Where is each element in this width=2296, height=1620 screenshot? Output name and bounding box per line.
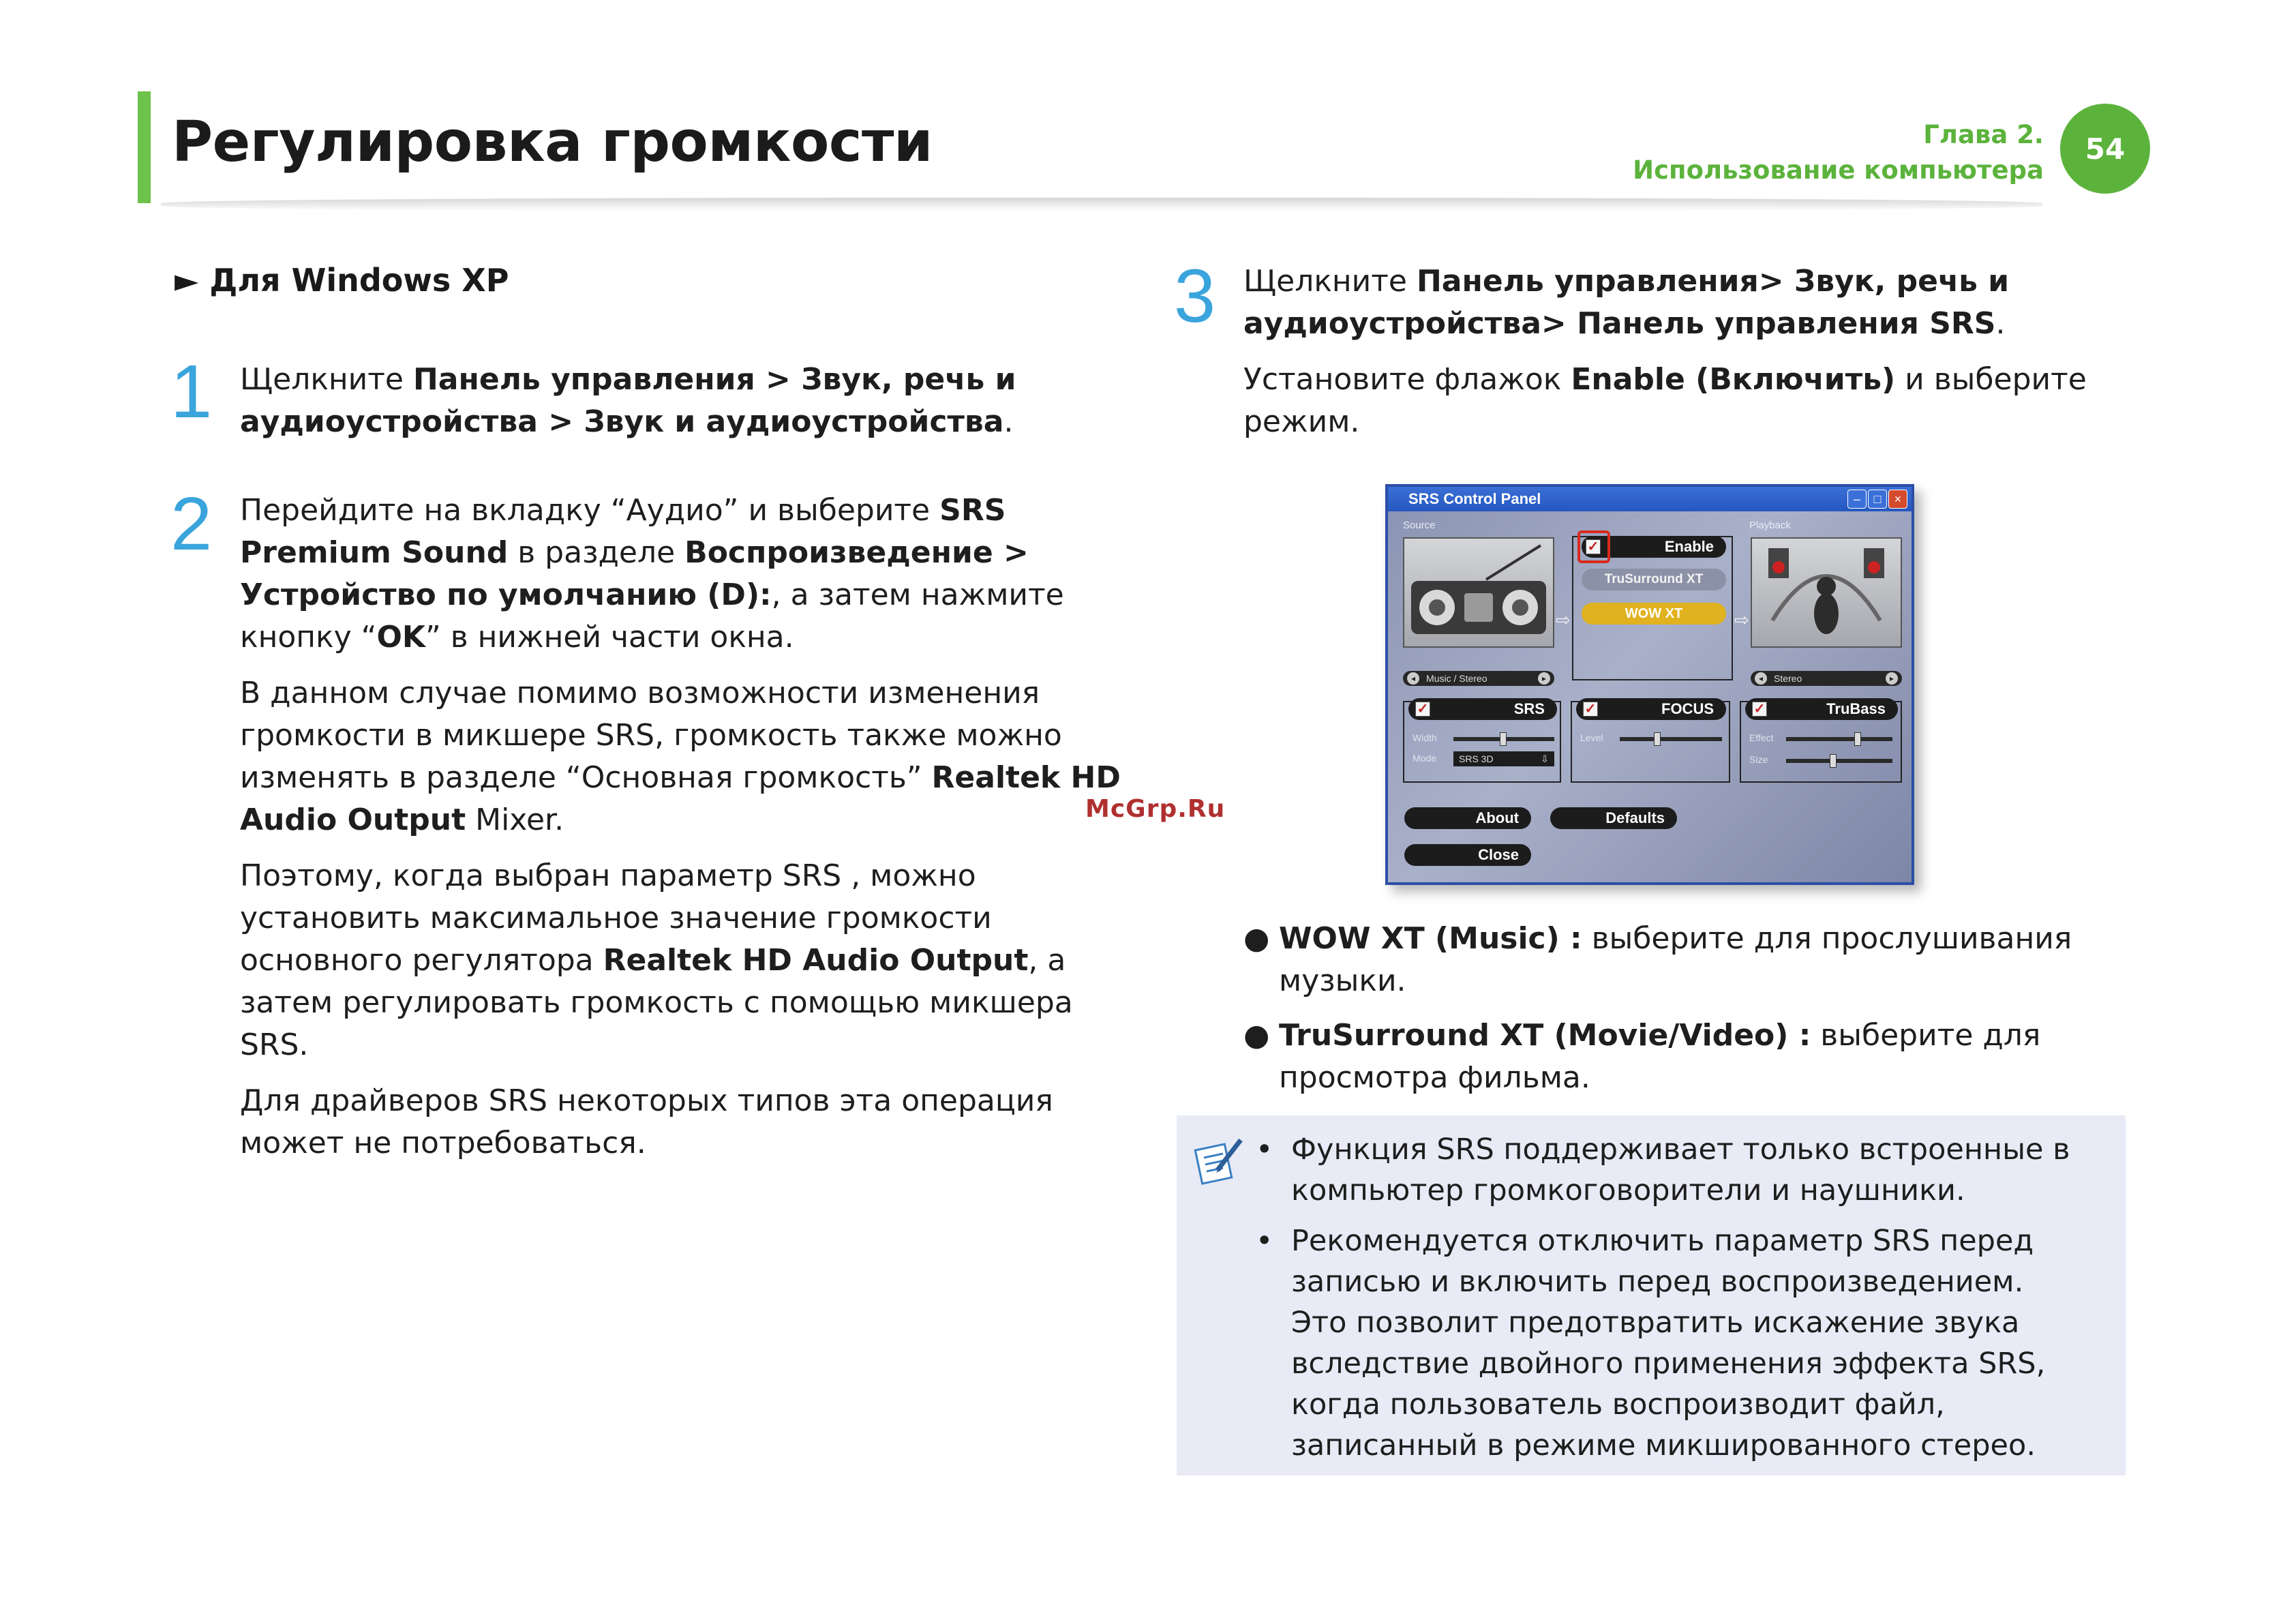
minimize-icon[interactable]: –	[1847, 490, 1867, 509]
chapter-title: Использование компьютера	[1633, 155, 2044, 185]
bullet-desc: выберите для просмотра фильма.	[1279, 1018, 2041, 1095]
step-1-text	[240, 359, 1133, 443]
srs-checkbox[interactable]: ✓	[1415, 702, 1430, 717]
effect-label: Effect	[1749, 732, 1774, 743]
step-2-text	[240, 490, 1133, 1165]
list-item	[1243, 918, 2130, 1002]
bullet-icon: ●	[1243, 921, 1270, 956]
level-slider[interactable]	[1620, 737, 1722, 741]
mode-label: Mode	[1413, 753, 1437, 764]
note-pencil-icon	[1193, 1132, 1248, 1186]
step-2-note: Для драйверов SRS некоторых типов эта операция может не потребоваться.	[240, 1083, 1053, 1160]
level-label: Level	[1580, 732, 1603, 743]
focus-checkbox[interactable]: ✓	[1583, 702, 1598, 717]
bullet-term: WOW XT (Music) :	[1279, 921, 1582, 956]
text-run: ” в нижней части окна.	[425, 620, 794, 655]
note-text-2: Рекомендуется отключить параметр SRS перед записью и включить перед воспроизведением.	[1291, 1224, 2034, 1299]
mode-bullets	[1243, 918, 2130, 1099]
text-run: , а затем нажмите кнопку “	[240, 578, 1064, 655]
srs-effect-toggle[interactable]: SRS	[1408, 698, 1557, 720]
title-accent-bar	[138, 91, 151, 203]
note-text-1: Функция SRS поддерживает только встроенные в компьютер громкоговорители и наушники.	[1291, 1132, 2070, 1208]
prev-arrow-icon[interactable]: ◂	[1755, 672, 1767, 685]
text-run: В данном случае помимо возможности изменения громкости в микшере SRS, громкость также можно изменять в разделе “Основная громкость”	[240, 676, 1062, 795]
width-slider[interactable]	[1453, 737, 1554, 741]
section-heading: ► Для Windows XP	[175, 262, 509, 299]
boombox-image	[1403, 537, 1554, 648]
defaults-button[interactable]: Defaults	[1550, 807, 1677, 829]
list-item	[1256, 1220, 2108, 1466]
close-icon[interactable]: ×	[1888, 490, 1907, 509]
dropdown-arrow-icon: ⇩	[1541, 753, 1549, 764]
srs-control-panel-screenshot	[1385, 484, 1914, 885]
prev-arrow-icon[interactable]: ◂	[1407, 672, 1419, 685]
option-name: Realtek HD Audio Output	[603, 943, 1029, 978]
bullet-desc: выберите для прослушивания музыки.	[1279, 921, 2072, 998]
close-button[interactable]: Close	[1404, 844, 1531, 866]
trubass-effect-toggle[interactable]: TruBass	[1745, 698, 1898, 720]
mode-select[interactable]	[1453, 751, 1554, 766]
slider-thumb[interactable]	[1830, 754, 1837, 768]
bullet-icon: ●	[1243, 1018, 1270, 1053]
text-run: Установите флажок	[1243, 362, 1571, 397]
option-name: Enable (Включить)	[1571, 362, 1896, 397]
enable-checkbox[interactable]: ✓	[1586, 539, 1601, 554]
source-select[interactable]	[1403, 671, 1554, 686]
enable-toggle[interactable]: Enable	[1582, 536, 1726, 558]
playback-select-value: Stereo	[1774, 673, 1802, 684]
width-label: Width	[1413, 732, 1437, 743]
text-run: .	[1995, 306, 2006, 341]
text-run: в разделе	[508, 535, 685, 570]
chapter-number: Глава 2.	[1923, 120, 2044, 149]
trusurround-mode-button[interactable]: TruSurround XT	[1582, 569, 1726, 590]
menu-path: Панель управления> Звук, речь и аудиоустройства> Панель управления SRS	[1243, 264, 2010, 341]
trubass-checkbox[interactable]: ✓	[1752, 702, 1767, 717]
option-name: Realtek HD Audio Output	[240, 760, 1121, 837]
page-number: 54	[2060, 104, 2150, 194]
header-divider	[161, 198, 2042, 211]
size-slider[interactable]	[1786, 759, 1892, 763]
chapter-label	[1633, 117, 2044, 188]
slider-thumb[interactable]	[1854, 732, 1861, 746]
speakers-image	[1751, 537, 1902, 648]
list-item	[1243, 1015, 2130, 1099]
arrow-right-icon: ⇨	[1556, 610, 1571, 630]
effect-slider[interactable]	[1786, 737, 1892, 741]
text-run: Щелкните	[240, 362, 413, 397]
text-run: Mixer.	[466, 802, 564, 837]
button-name: OK	[376, 620, 425, 655]
bullet-icon: •	[1256, 1224, 1273, 1258]
slider-thumb[interactable]	[1654, 732, 1661, 746]
mode-select-value: SRS 3D	[1459, 753, 1494, 764]
playback-label: Playback	[1749, 520, 1791, 531]
speakers-icon	[1752, 539, 1901, 646]
slider-thumb[interactable]	[1500, 732, 1507, 746]
focus-effect-toggle[interactable]: FOCUS	[1576, 698, 1726, 720]
option-name: SRS Premium Sound	[240, 493, 1006, 570]
arrow-right-icon: ⇨	[1734, 610, 1749, 630]
note-text-2b: Это позволит предотвратить искажение звука вследствие двойного применения эффекта SRS, когда пользователь воспроизводит файл, записанный в режиме микшированного стерео.	[1291, 1306, 2046, 1462]
text-run: , а затем регулировать громкость с помощью микшера SRS.	[240, 943, 1073, 1062]
source-label: Source	[1403, 520, 1436, 531]
playback-select[interactable]	[1751, 671, 1902, 686]
text-run: Поэтому, когда выбран параметр SRS , можно установить максимальное значение громкости основного регулятора	[240, 858, 992, 978]
note-list	[1256, 1129, 2108, 1475]
menu-path: Панель управления > Звук, речь и аудиоустройства > Звук и аудиоустройства	[240, 362, 1016, 439]
text-run: Перейдите на вкладку “Аудио” и выберите	[240, 493, 940, 528]
srs-titlebar: SRS Control Panel	[1388, 487, 1912, 511]
size-label: Size	[1749, 754, 1768, 765]
step-number-1: 1	[170, 350, 213, 434]
text-run: Щелкните	[1243, 264, 1417, 299]
bullet-term: TruSurround XT (Movie/Video) :	[1279, 1018, 1811, 1053]
step-number-2: 2	[170, 482, 213, 566]
text-run: и выберите режим.	[1243, 362, 2087, 439]
source-select-value: Music / Stereo	[1426, 673, 1487, 684]
next-arrow-icon[interactable]: ▸	[1538, 672, 1550, 685]
page-title: Регулировка громкости	[172, 110, 933, 175]
wowxt-mode-button[interactable]: WOW XT	[1582, 603, 1726, 625]
step-3-text	[1243, 260, 2150, 443]
maximize-icon[interactable]: □	[1868, 490, 1887, 509]
about-button[interactable]: About	[1404, 807, 1531, 829]
bullet-icon: •	[1256, 1132, 1273, 1167]
text-run: .	[1003, 404, 1014, 439]
menu-path: Воспроизведение > Устройство по умолчанию (D):	[240, 535, 1029, 612]
watermark: McGrp.Ru	[1085, 795, 1226, 823]
step-number-3: 3	[1174, 254, 1216, 338]
boombox-icon	[1404, 539, 1553, 646]
list-item	[1256, 1129, 2108, 1211]
next-arrow-icon[interactable]: ▸	[1886, 672, 1898, 685]
